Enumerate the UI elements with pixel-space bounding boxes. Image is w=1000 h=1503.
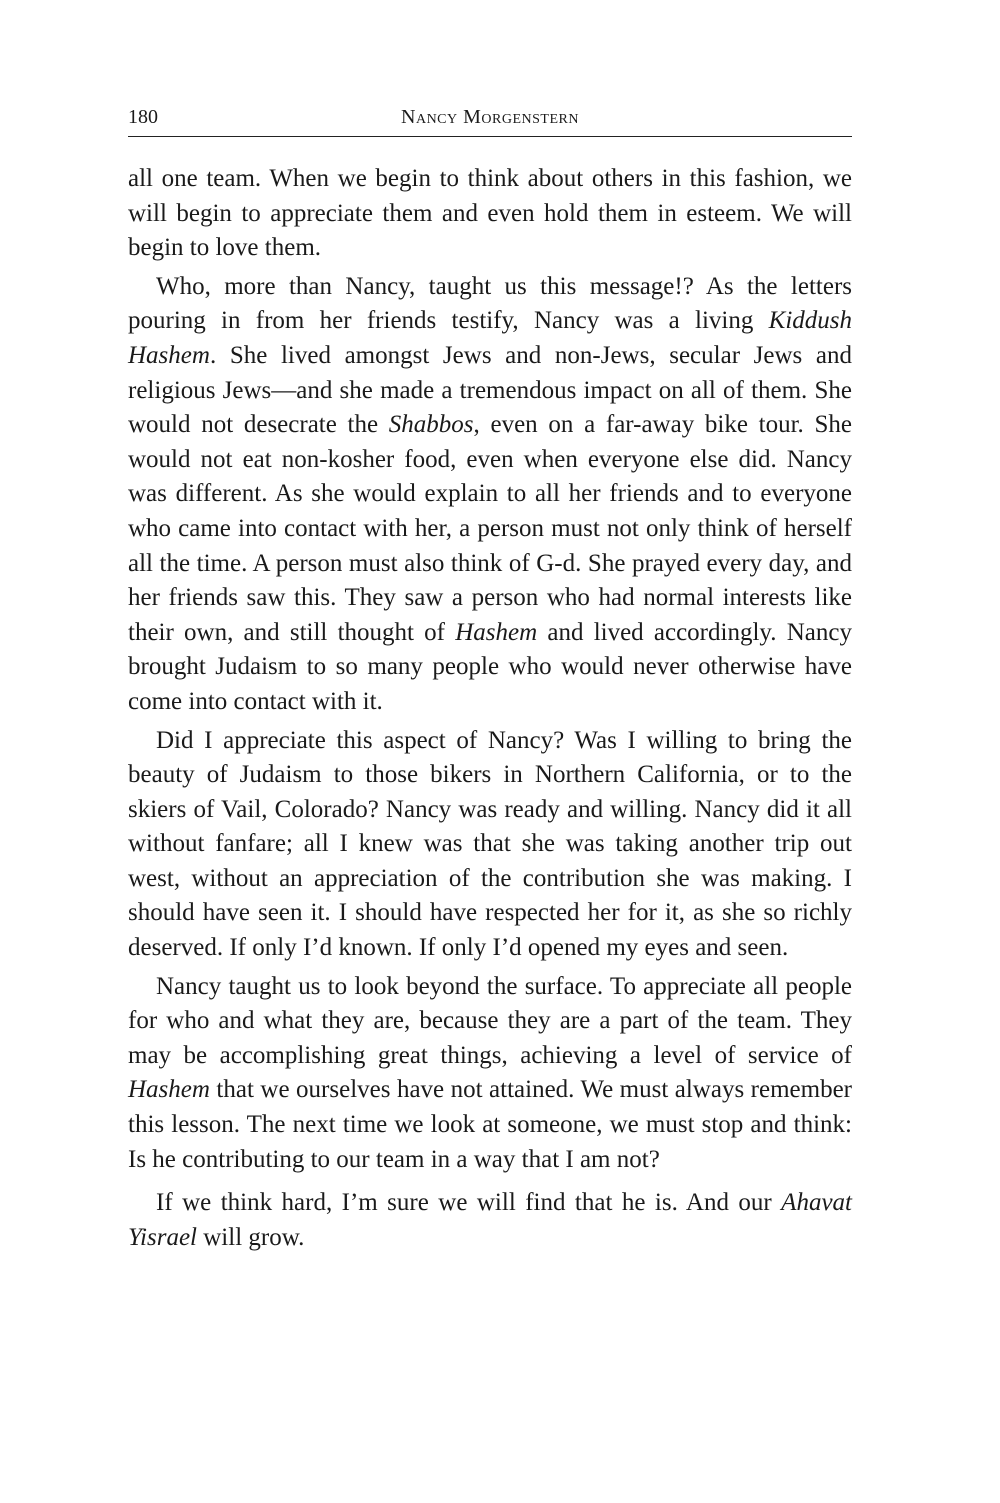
text-run: , even on a far-away bike tour. She would not eat non-kosher food, even when everyone else did. Nancy was different. As she would explain to all her friends and to everyone who came into contact with her, a person must not only think of herself all the time. A person must also think of G-d. She prayed every day, and her friends saw this. They saw a person who had normal interests like their own, and still thought of	[128, 411, 853, 646]
body-text	[128, 162, 852, 1255]
text-run: . She lived amongst Jews and non-Jews, secular Jews and religious Jews—and she made a tremendous impact on all of them. She would not desecrate the	[128, 341, 852, 439]
italic-term: Hashem	[455, 618, 538, 646]
italic-term: Kiddush Hashem	[128, 307, 852, 369]
paragraph-5	[128, 1186, 852, 1255]
page-number: 180	[128, 106, 158, 128]
italic-term: Ahavat Yisrael	[128, 1189, 852, 1251]
text-run: Who, more than Nancy, taught us this message!? As the letters pouring in from her friends testify, Nancy was a living	[128, 272, 852, 335]
text-run: Did I appreciate this aspect of Nancy? Was I willing to bring the beauty of Judaism to those bikers in Northern California, or to the skiers of Vail, Colorado? Nancy was ready and willing. Nancy did it all without fanfare; all I knew was that she was taking another trip out west, without an appreciation of the contribution she was making. I should have seen it. I should have respected her for it, as she so richly deserved. If only I’d known. If only I’d opened my eyes and seen.	[128, 726, 852, 962]
text-run: and lived accordingly. Nancy brought Judaism to so many people who would never otherwise have come into contact with it.	[128, 618, 852, 715]
text-run: all one team. When we begin to think about others in this fashion, we will begin to appreciate them and even hold them in esteem. We will begin to love them.	[128, 165, 852, 262]
paragraph-1	[128, 162, 852, 266]
paragraph-2	[128, 270, 852, 720]
text-run: will grow.	[197, 1223, 305, 1251]
running-head-title: Nancy Morgenstern	[401, 106, 579, 128]
running-header	[128, 104, 852, 137]
text-run: that we ourselves have not attained. We must always remember this lesson. The next time we look at someone, we must stop and think: Is he contributing to our team in a way that I am not?	[128, 1076, 852, 1173]
italic-term: Hashem	[128, 1076, 210, 1104]
text-run: Nancy taught us to look beyond the surface. To appreciate all people for who and what they are, because they are a part of the team. They may be accomplishing great things, achieving a level of service of	[128, 972, 852, 1069]
paragraph-4	[128, 970, 852, 1178]
text-run: If we think hard, I’m sure we will find that he is. And our	[156, 1189, 782, 1217]
italic-term: Shabbos	[388, 411, 474, 439]
paragraph-3	[128, 724, 852, 966]
